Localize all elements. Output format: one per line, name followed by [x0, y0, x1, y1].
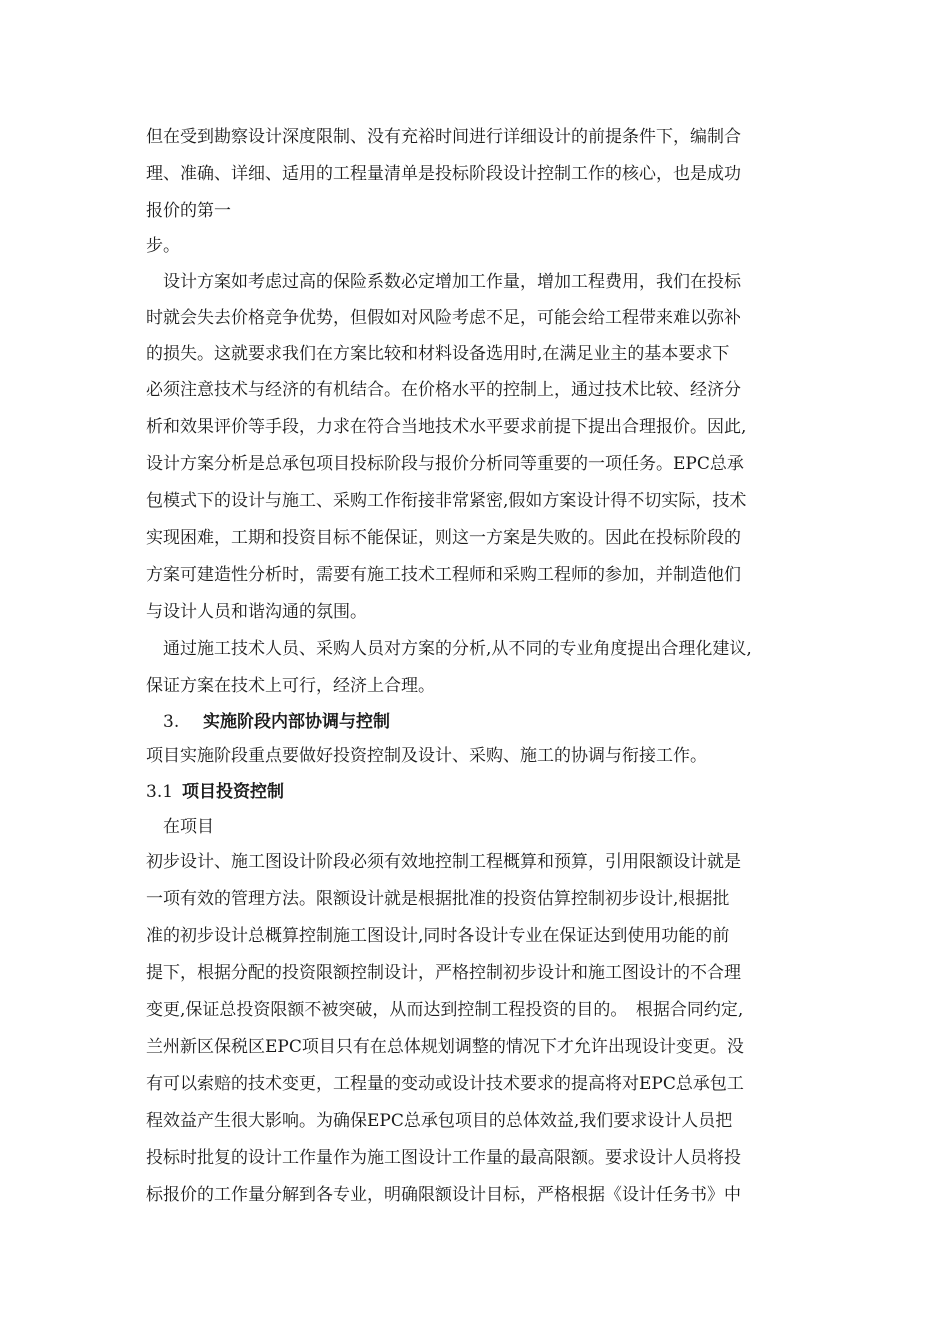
text-line: 但在受到勘察设计深度限制、没有充裕时间进行详细设计的前提条件下，编制合 — [146, 127, 741, 147]
text-line: 方案可建造性分析时，需要有施工技术工程师和采购工程师的参加，并制造他们 — [146, 565, 741, 585]
text-line: 初步设计、施工图设计阶段必须有效地控制工程概算和预算，引用限额设计就是 — [146, 852, 741, 872]
text-line: 包模式下的设计与施工、采购工作衔接非常紧密,假如方案设计得不切实际，技术 — [146, 491, 747, 511]
text-line: 变更,保证总投资限额不被突破，从而达到控制工程投资的目的。 根据合同约定, — [146, 1000, 744, 1020]
subsection-heading: 项目投资控制 — [182, 782, 284, 802]
paragraph-first-line: 通过施工技术人员、采购人员对方案的分析,从不同的专业角度提出合理化建议, — [163, 639, 752, 659]
text-line: 时就会失去价格竞争优势，但假如对风险考虑不足，可能会给工程带来难以弥补 — [146, 308, 741, 328]
text-line: 设计方案分析是总承包项目投标阶段与报价分析同等重要的一项任务。EPC总承 — [146, 454, 744, 474]
text-line: 准的初步设计总概算控制施工图设计,同时各设计专业在保证达到使用功能的前 — [146, 926, 730, 946]
text-line: 项目实施阶段重点要做好投资控制及设计、采购、施工的协调与衔接工作。 — [146, 746, 707, 766]
text-line: 理、准确、详细、适用的工程量清单是投标阶段设计控制工作的核心，也是成功 — [146, 164, 741, 184]
text-line: 析和效果评价等手段，力求在符合当地技术水平要求前提下提出合理报价。因此, — [146, 417, 747, 437]
text-line: 兰州新区保税区EPC项目只有在总体规划调整的情况下才允许出现设计变更。没 — [146, 1037, 744, 1057]
text-line: 步。 — [146, 236, 180, 256]
text-line: 有可以索赔的技术变更，工程量的变动或设计技术要求的提高将对EPC总承包工 — [146, 1074, 744, 1094]
section-heading: 实施阶段内部协调与控制 — [203, 712, 390, 732]
text-line: 与设计人员和谐沟通的氛围。 — [146, 602, 367, 622]
text-line: 必须注意技术与经济的有机结合。在价格水平的控制上，通过技术比较、经济分 — [146, 380, 741, 400]
text-line: 投标时批复的设计工作量作为施工图设计工作量的最高限额。要求设计人员将投 — [146, 1148, 741, 1168]
text-line: 提下，根据分配的投资限额控制设计，严格控制初步设计和施工图设计的不合理 — [146, 963, 741, 983]
text-line: 标报价的工作量分解到各专业，明确限额设计目标，严格根据《设计任务书》中 — [146, 1185, 741, 1205]
text-line: 实现困难，工期和投资目标不能保证，则这一方案是失败的。因此在投标阶段的 — [146, 528, 741, 548]
section-number: 3. — [163, 712, 180, 732]
text-line: 保证方案在技术上可行，经济上合理。 — [146, 676, 435, 696]
paragraph-first-line: 在项目 — [163, 817, 214, 837]
text-line: 的损失。这就要求我们在方案比较和材料设备选用时,在满足业主的基本要求下 — [146, 344, 730, 364]
text-line: 一项有效的管理方法。限额设计就是根据批准的投资估算控制初步设计,根据批 — [146, 889, 730, 909]
text-line: 报价的第一 — [146, 201, 231, 221]
text-line: 程效益产生很大影响。为确保EPC总承包项目的总体效益,我们要求设计人员把 — [146, 1111, 733, 1131]
subsection-number: 3.1 — [146, 782, 174, 802]
paragraph-first-line: 设计方案如考虑过高的保险系数必定增加工作量，增加工程费用，我们在投标 — [163, 272, 741, 292]
